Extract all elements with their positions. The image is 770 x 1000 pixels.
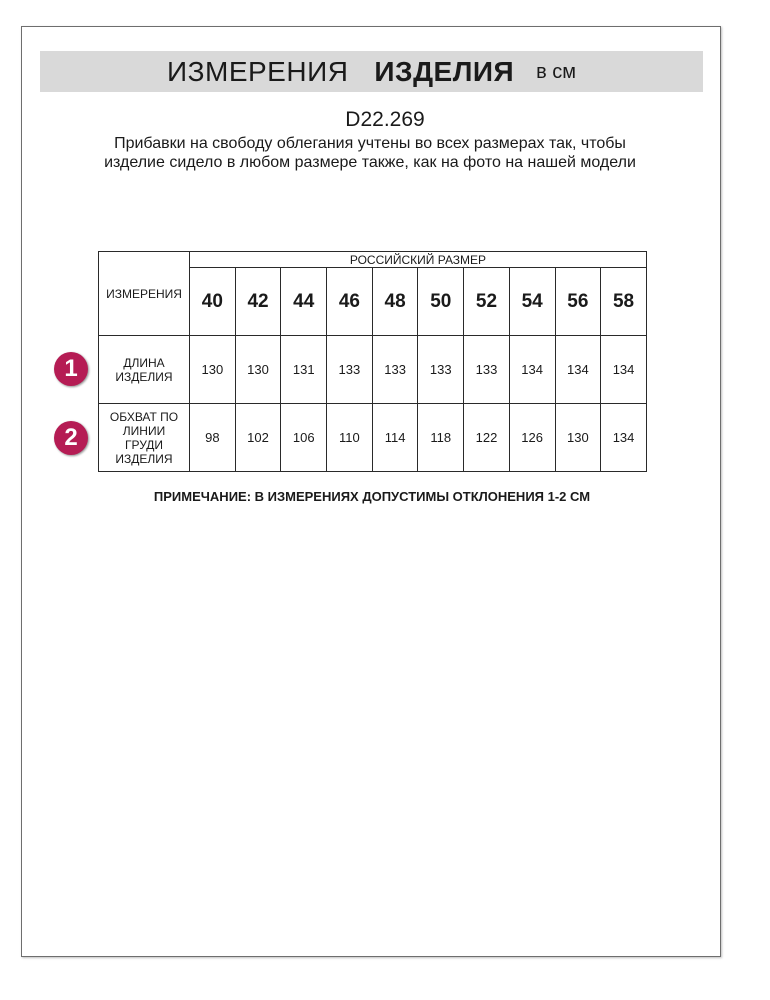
table-cell: 106 (281, 404, 327, 472)
table-cell: 110 (327, 404, 373, 472)
table-cell: 133 (327, 336, 373, 404)
size-header: 46 (327, 268, 373, 336)
title-band (40, 51, 703, 92)
size-header: 52 (464, 268, 510, 336)
row-label-length: ДЛИНА ИЗДЕЛИЯ (99, 336, 190, 404)
marker-badge-1: 1 (54, 352, 88, 386)
table-cell: 130 (190, 336, 236, 404)
table-cell: 134 (601, 404, 647, 472)
size-header: 48 (372, 268, 418, 336)
table-cell: 118 (418, 404, 464, 472)
article-number: D22.269 (345, 108, 425, 131)
size-header: 56 (555, 268, 601, 336)
size-header: 54 (509, 268, 555, 336)
russian-size-header: РОССИЙСКИЙ РАЗМЕР (190, 252, 647, 268)
measurements-header: ИЗМЕРЕНИЯ (99, 252, 190, 336)
size-header: 58 (601, 268, 647, 336)
table-row-length (99, 336, 647, 404)
size-header: 40 (190, 268, 236, 336)
marker-badge-2: 2 (54, 421, 88, 455)
table-cell: 133 (464, 336, 510, 404)
title-unit: в см (536, 61, 577, 83)
table-cell: 102 (235, 404, 281, 472)
table-cell: 130 (555, 404, 601, 472)
table-cell: 134 (555, 336, 601, 404)
size-header: 42 (235, 268, 281, 336)
size-header: 44 (281, 268, 327, 336)
size-header: 50 (418, 268, 464, 336)
description-text: Прибавки на свободу облегания учтены во всех размерах так, чтобы изделие сидело в любом размере также, как на фото на нашей модели (104, 135, 636, 171)
size-table (98, 251, 647, 472)
tolerance-note: ПРИМЕЧАНИЕ: В ИЗМЕРЕНИЯХ ДОПУСТИМЫ ОТКЛОНЕНИЯ 1-2 СМ (153, 489, 591, 504)
row-label-chest: ОБХВАТ ПО ЛИНИИ ГРУДИ ИЗДЕЛИЯ (99, 404, 190, 472)
table-cell: 134 (601, 336, 647, 404)
table-cell: 131 (281, 336, 327, 404)
table-cell: 126 (509, 404, 555, 472)
table-cell: 98 (190, 404, 236, 472)
table-cell: 130 (235, 336, 281, 404)
table-row-chest (99, 404, 647, 472)
title-part2: ИЗДЕЛИЯ (374, 55, 515, 87)
title-part1: ИЗМЕРЕНИЯ (166, 55, 349, 87)
table-cell: 133 (418, 336, 464, 404)
table-cell: 114 (372, 404, 418, 472)
table-cell: 133 (372, 336, 418, 404)
table-cell: 122 (464, 404, 510, 472)
table-cell: 134 (509, 336, 555, 404)
